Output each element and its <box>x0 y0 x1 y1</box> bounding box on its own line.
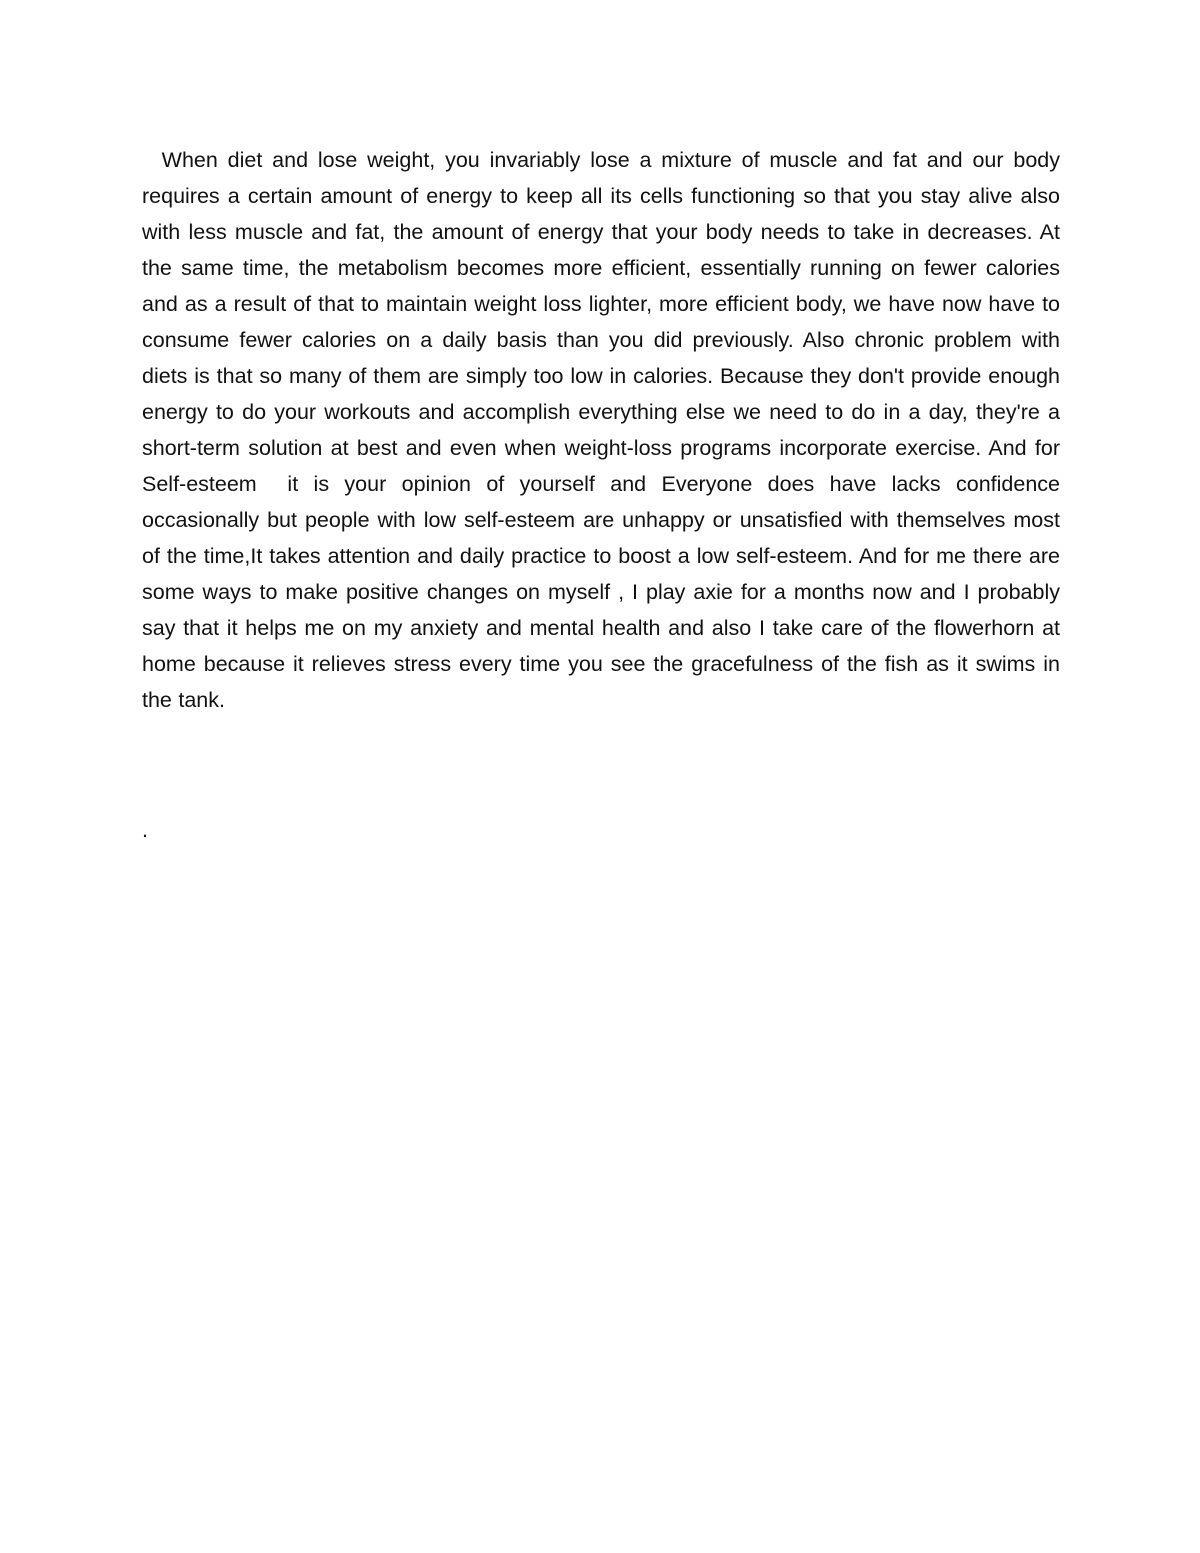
trailing-period: . <box>142 818 148 842</box>
body-paragraph: When diet and lose weight, you invariably lose a mixture of muscle and fat and our body requires a certain amount of energy to keep all its cells functioning so that you stay alive also with less muscle and fat, the amount of energy that your body needs to take in decreases. At the same time, the metabolism becomes more efficient, essentially running on fewer calories and as a result of that to maintain weight loss lighter, more efficient body, we have now have to consume fewer calories on a daily basis than you did previously. Also chronic problem with diets is that so many of them are simply too low in calories. Because they don't provide enough energy to do your workouts and accomplish everything else we need to do in a day, they're a short-term solution at best and even when weight-loss programs incorporate exercise. And for Self-esteem it is your opinion of yourself and Everyone does have lacks confidence occasionally but people with low self-esteem are unhappy or unsatisfied with themselves most of the time,It takes attention and daily practice to boost a low self-esteem. And for me there are some ways to make positive changes on myself , I play axie for a months now and I probably say that it helps me on my anxiety and mental health and also I take care of the flowerhorn at home because it relieves stress every time you see the gracefulness of the fish as it swims in the tank. <box>142 148 1067 712</box>
